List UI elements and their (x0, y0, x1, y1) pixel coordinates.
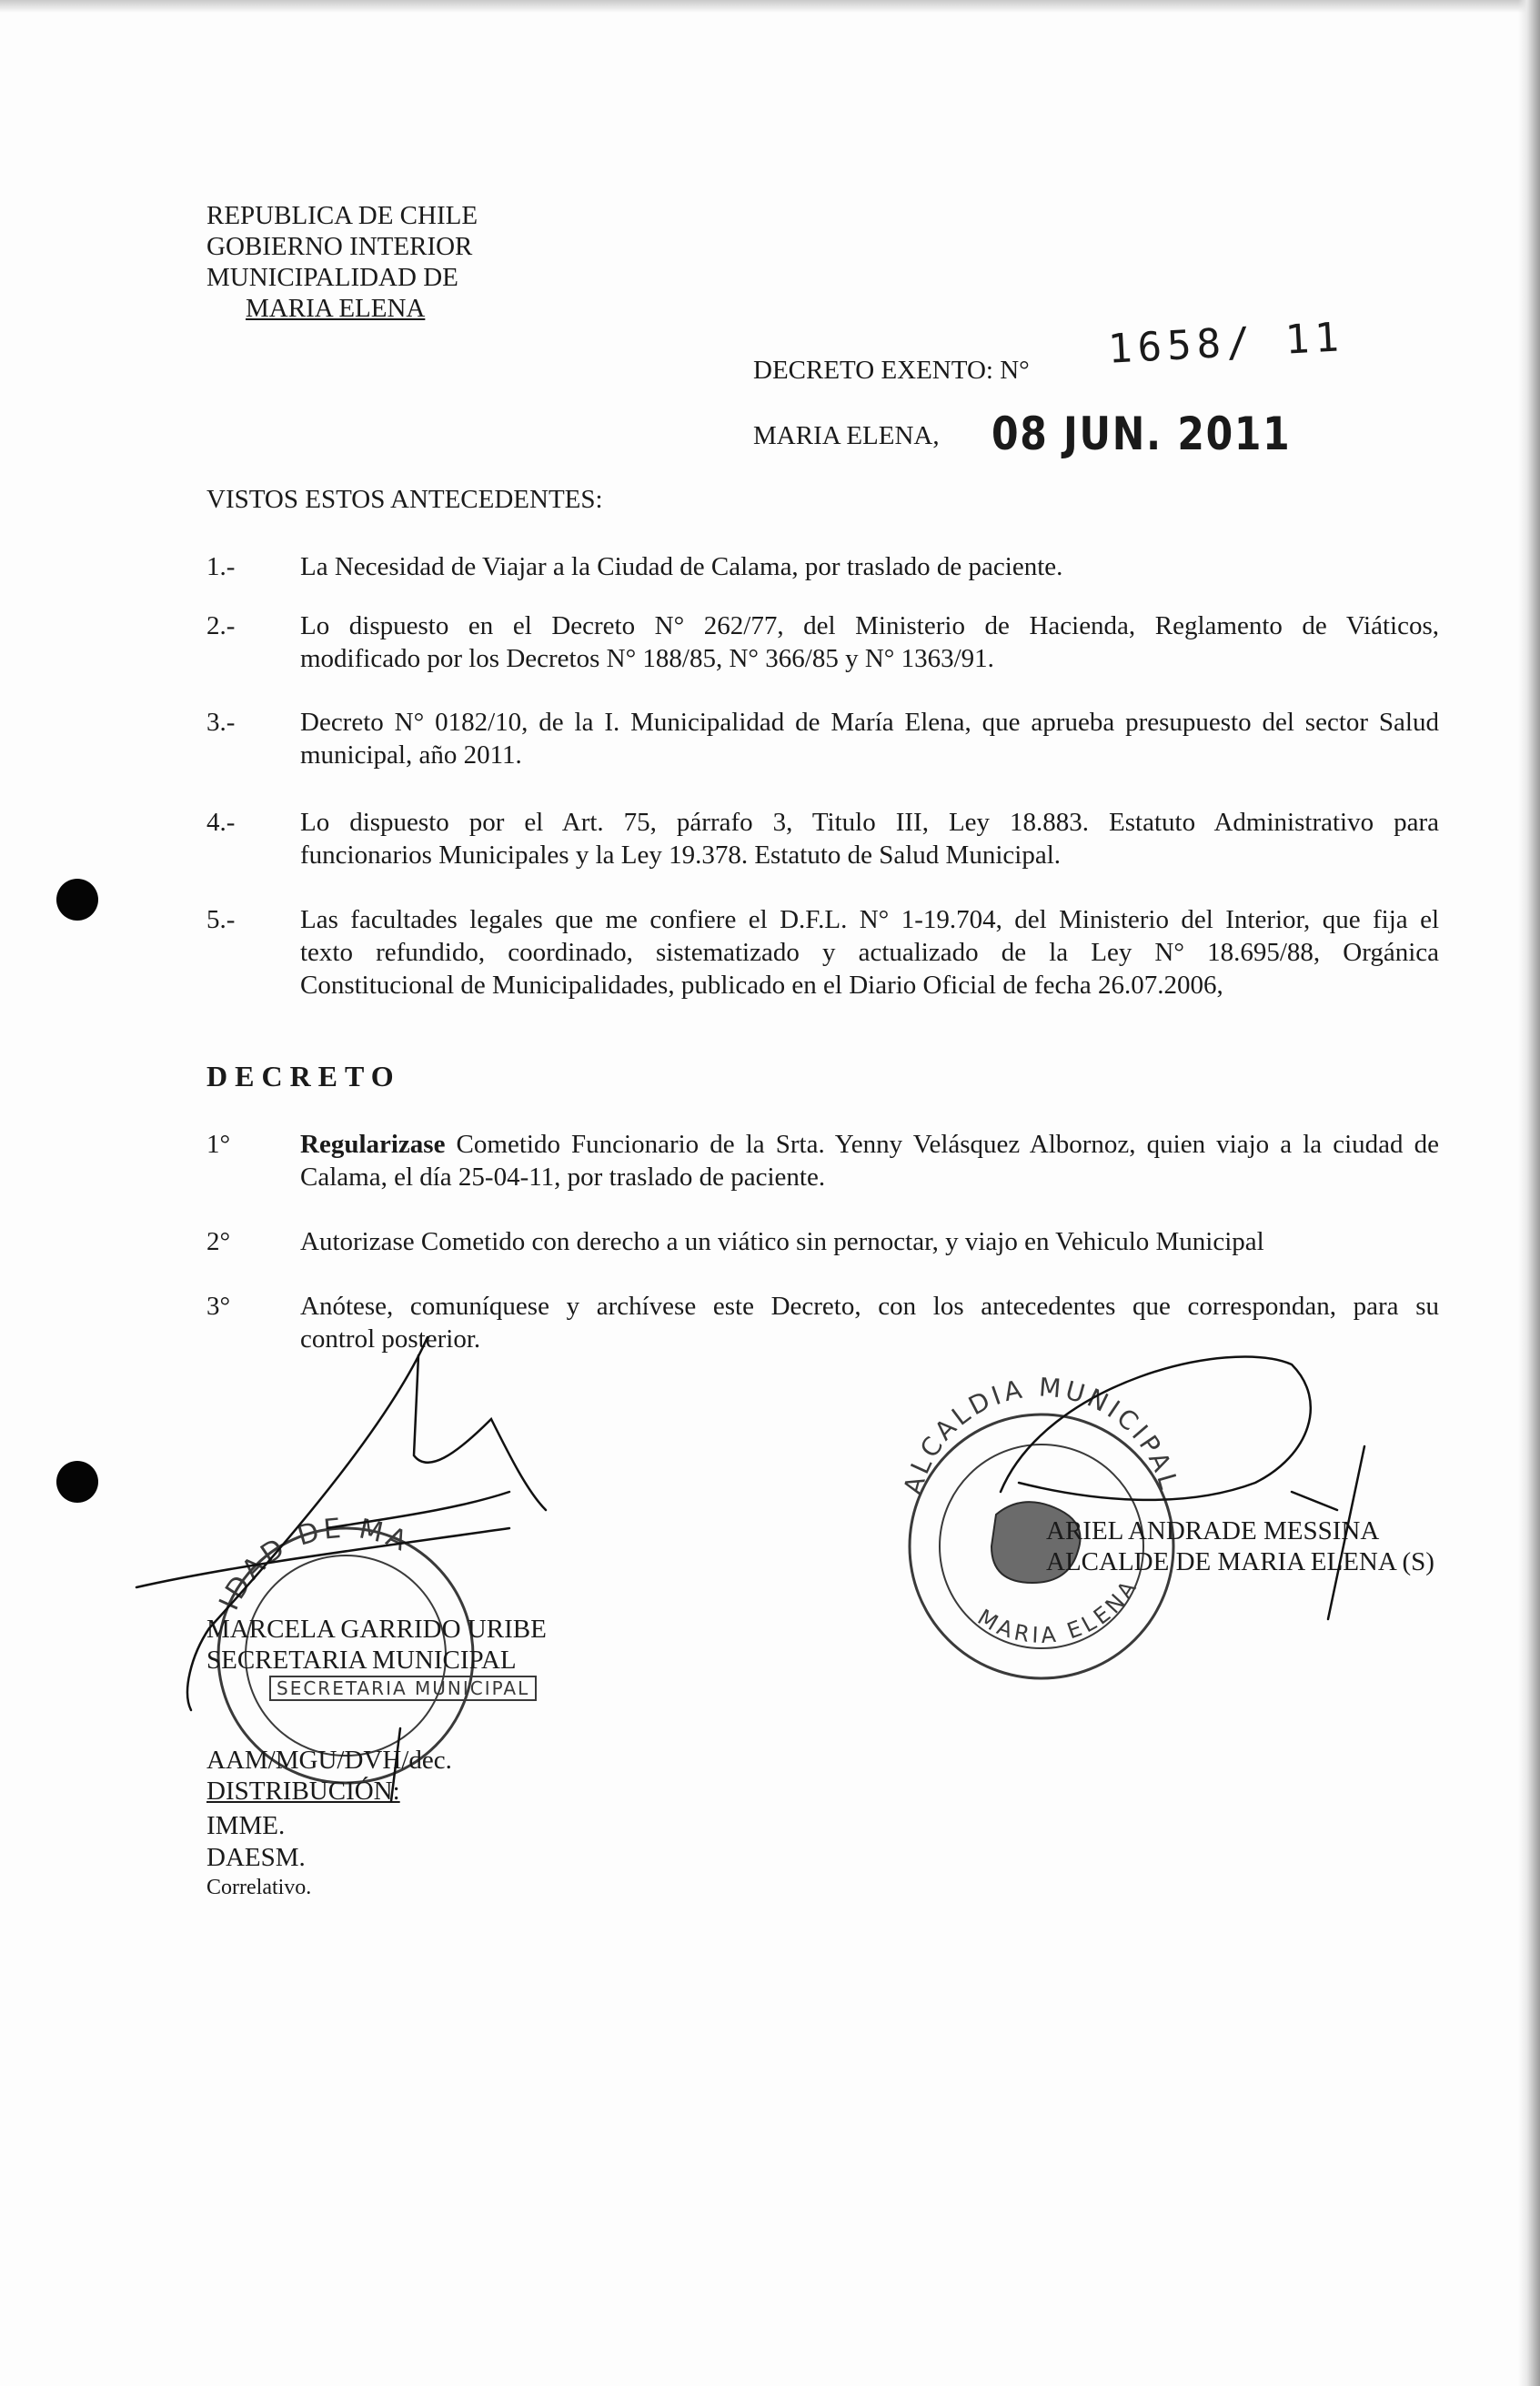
decree-place: MARIA ELENA, (753, 421, 940, 450)
vistos-item-3-line2: municipal, año 2011. (300, 740, 522, 770)
vistos-item-2-line1: Lo dispuesto en el Decreto N° 262/77, del Ministerio de Hacienda, Reglamento de Viáticos, (300, 611, 1439, 640)
footer-initials: AAM/MGU/DVH/dec. (206, 1746, 452, 1775)
decreto-item-3-line1: Anótese, comuníquese y archívese este Decreto, con los antecedentes que correspondan, para su (300, 1292, 1439, 1321)
footer-recipient-3: Correlativo. (206, 1876, 312, 1899)
vistos-item-4-line1: Lo dispuesto por el Art. 75, párrafo 3, Titulo III, Ley 18.883. Estatuto Administrativo para (300, 808, 1439, 837)
decreto-item-1-bold: Regularizase (300, 1130, 446, 1159)
signer-right-name: ARIEL ANDRADE MESSINA (1046, 1516, 1380, 1545)
decree-label: DECRETO EXENTO: N° (753, 356, 1030, 385)
signer-right-title: ALCALDE DE MARIA ELENA (S) (1046, 1547, 1434, 1576)
vistos-item-4-line2: funcionarios Municipales y la Ley 19.378. Estatuto de Salud Municipal. (300, 841, 1062, 870)
vistos-item-5-line3: Constitucional de Municipalidades, publicado en el Diario Oficial de fecha 26.07.2006, (300, 971, 1223, 1000)
decreto-item-2-number: 2° (206, 1227, 231, 1256)
secretaria-seal-ring-text: IDAD DE MA (213, 1512, 415, 1616)
decree-number-stamp: 1658/ 11 (1106, 314, 1346, 373)
vistos-item-5-number: 5.- (206, 905, 236, 934)
decree-date-stamp: 08 JUN. 2011 (991, 408, 1292, 460)
vistos-item-2-number: 2.- (206, 611, 236, 640)
decreto-item-1-line2: Calama, el día 25-04-11, por traslado de paciente. (300, 1163, 826, 1192)
footer-recipient-1: IMME. (206, 1811, 286, 1840)
vistos-title: VISTOS ESTOS ANTECEDENTES: (206, 485, 603, 514)
vistos-item-4-number: 4.- (206, 808, 236, 837)
header-government: GOBIERNO INTERIOR (206, 232, 473, 261)
decreto-item-2-text: Autorizase Cometido con derecho a un viático sin pernoctar, y viajo en Vehiculo Municipal (300, 1227, 1264, 1256)
decreto-item-3-number: 3° (206, 1292, 231, 1321)
vistos-item-1-number: 1.- (206, 552, 236, 581)
vistos-item-5-line1: Las facultades legales que me confiere el D.F.L. N° 1-19.704, del Ministerio del Interior, que fija el (300, 905, 1439, 934)
header-country: REPUBLICA DE CHILE (206, 201, 478, 230)
vistos-item-3-line1: Decreto N° 0182/10, de la I. Municipalidad de María Elena, que aprueba presupuesto del sector Salud (300, 708, 1439, 737)
signature-left (136, 1337, 546, 1801)
vistos-item-1-text: La Necesidad de Viajar a la Ciudad de Calama, por traslado de paciente. (300, 552, 1063, 581)
footer-recipient-2: DAESM. (206, 1843, 306, 1872)
alcaldia-seal-bottom-text: MARIA ELENA (972, 1573, 1143, 1649)
signer-left-title: SECRETARIA MUNICIPAL (206, 1646, 517, 1675)
header-municipality: MUNICIPALIDAD DE (206, 263, 458, 292)
signature-right (1001, 1356, 1364, 1619)
decreto-item-1-line1-rest: Cometido Funcionario de la Srta. Yenny Velásquez Albornoz, quien viajo a la ciudad de (445, 1130, 1439, 1159)
alcaldia-seal-ring-text: ALCALDIA MUNICIPAL (897, 1372, 1185, 1498)
decreto-item-3-line2: control posterior. (300, 1324, 481, 1354)
signer-left-name: MARCELA GARRIDO URIBE (206, 1615, 547, 1644)
footer-distribucion: DISTRIBUCIÓN: (206, 1777, 400, 1806)
vistos-item-5-line2: texto refundido, coordinado, sistematizado y actualizado de la Ley N° 18.695/88, Orgánica (300, 938, 1439, 967)
header-commune: MARIA ELENA (246, 294, 426, 323)
vistos-item-2-line2: modificado por los Decretos N° 188/85, N° 366/85 y N° 1363/91. (300, 644, 994, 673)
decreto-item-1-number: 1° (206, 1130, 231, 1159)
vistos-item-3-number: 3.- (206, 708, 236, 737)
decreto-title: DECRETO (206, 1060, 401, 1092)
secretaria-seal-center-text: SECRETARIA MUNICIPAL (269, 1676, 537, 1701)
